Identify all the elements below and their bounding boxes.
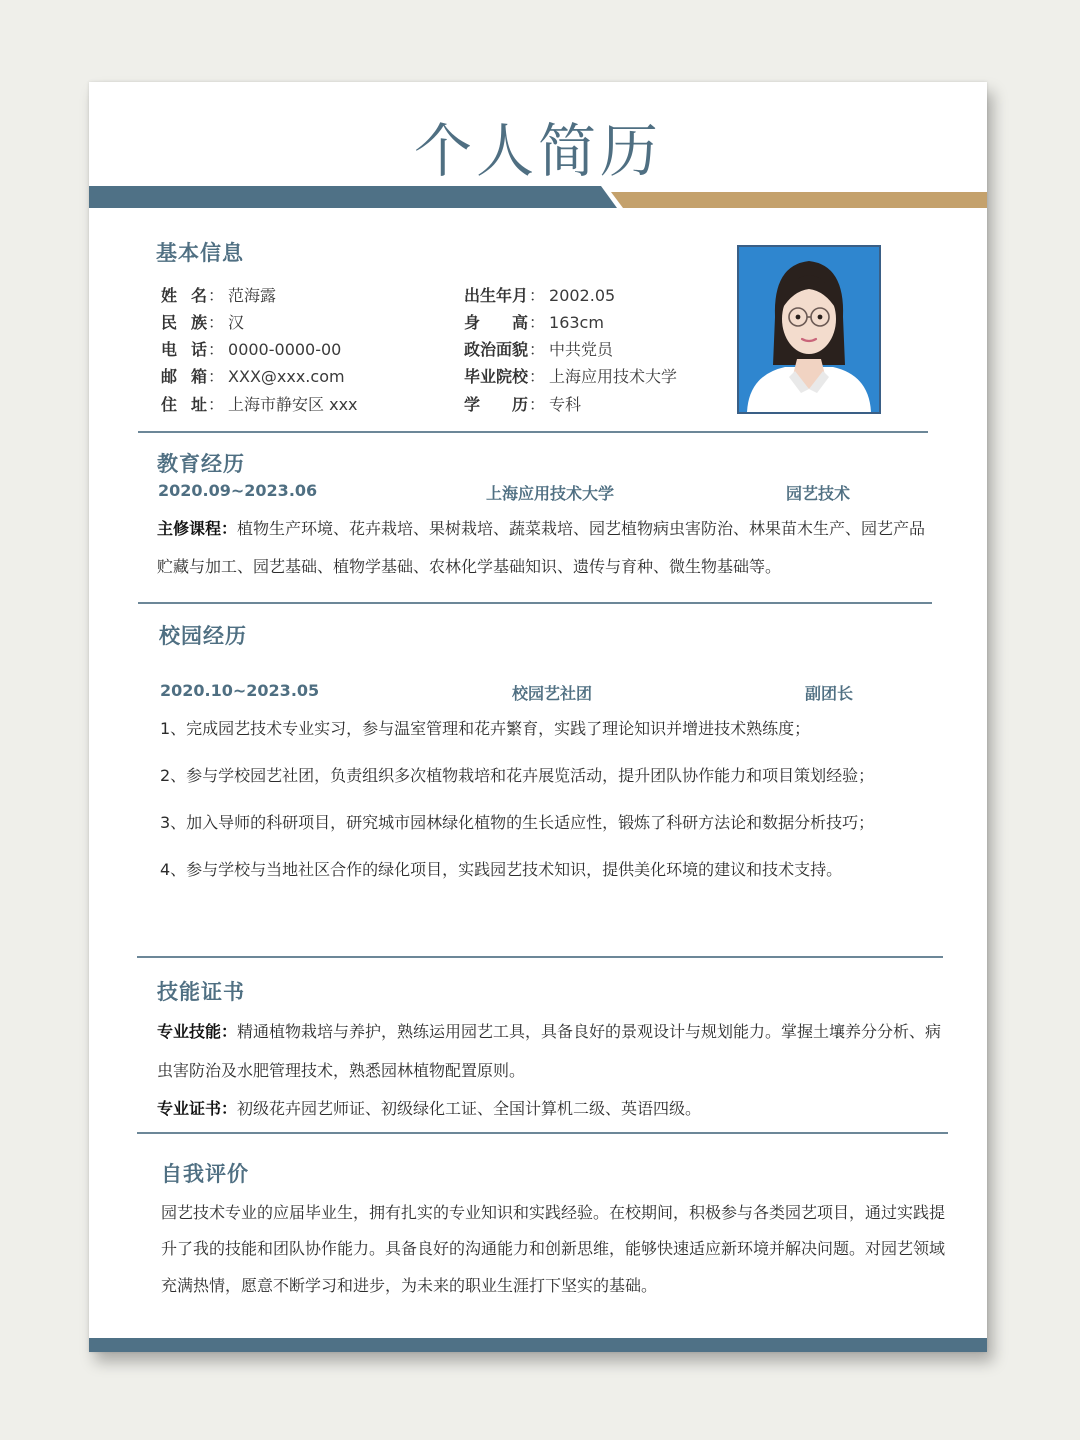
self-eval-line: 园艺技术专业的应届毕业生，拥有扎实的专业知识和实践经验。在校期间，积极参与各类园艺项目，通过实践提	[161, 1203, 946, 1222]
info-label: 电话	[161, 340, 207, 359]
campus-period: 2020.10~2023.05	[160, 681, 320, 700]
skills-line2: 虫害防治及水肥管理技术，熟悉园林植物配置原则。	[157, 1061, 526, 1080]
section-title-skills: 技能证书	[157, 980, 245, 1004]
footer-band	[89, 1338, 987, 1352]
info-value: 范海露	[228, 286, 277, 305]
info-colon: ：	[529, 340, 546, 359]
cert-text: 初级花卉园艺师证、初级绿化工证、全国计算机二级、英语四级。	[237, 1099, 702, 1118]
info-value: 汉	[228, 313, 245, 332]
skills-text: 精通植物栽培与养护，熟练运用园艺工具，具备良好的景观设计与规划能力。掌握土壤养分分析、病	[237, 1022, 942, 1041]
info-label: 毕业院校	[464, 367, 529, 386]
section-divider	[138, 602, 932, 604]
section-title-campus: 校园经历	[159, 624, 247, 648]
info-label: 民族	[161, 313, 207, 332]
profile-photo	[737, 245, 881, 414]
resume-page	[89, 82, 987, 1352]
info-row-address	[161, 392, 358, 415]
courses-label: 主修课程：	[157, 519, 238, 538]
info-colon: ：	[208, 395, 225, 414]
info-row-email	[161, 364, 345, 387]
resume-title: 个人简历	[413, 117, 662, 185]
campus-org: 校园艺社团	[512, 684, 593, 703]
section-divider	[137, 1132, 948, 1134]
info-value: 专科	[549, 395, 582, 414]
self-eval-line: 充满热情，愿意不断学习和进步，为未来的职业生涯打下坚实的基础。	[161, 1276, 658, 1295]
cert-label: 专业证书：	[157, 1099, 238, 1118]
section-divider	[137, 956, 943, 958]
header-band-blue	[89, 186, 617, 208]
info-colon: ：	[208, 286, 225, 305]
info-value: 0000-0000-00	[228, 340, 342, 359]
info-label: 住址	[161, 395, 207, 414]
section-title-education: 教育经历	[157, 452, 245, 476]
info-colon: ：	[208, 340, 225, 359]
info-colon: ：	[529, 395, 546, 414]
info-row-height	[464, 310, 604, 333]
info-label: 姓名	[161, 286, 207, 305]
education-period: 2020.09~2023.06	[158, 481, 318, 500]
info-value: 上海市静安区 xxx	[228, 395, 358, 414]
portrait-illustration	[739, 247, 879, 412]
info-colon: ：	[529, 286, 546, 305]
info-row-political	[464, 337, 613, 360]
info-colon: ：	[529, 367, 546, 386]
courses-text: 植物生产环境、花卉栽培、果树栽培、蔬菜栽培、园艺植物病虫害防治、林果苗木生产、园艺产品	[237, 519, 926, 538]
section-divider	[138, 431, 928, 433]
campus-item: 4、参与学校与当地社区合作的绿化项目，实践园艺技术知识，提供美化环境的建议和技术支持。	[160, 860, 843, 879]
info-value: 上海应用技术大学	[549, 367, 678, 386]
skills-label: 专业技能：	[157, 1022, 238, 1041]
info-colon: ：	[529, 313, 546, 332]
info-row-name	[161, 283, 276, 306]
campus-item: 1、完成园艺技术专业实习，参与温室管理和花卉繁育，实践了理论知识并增进技术熟练度；	[160, 719, 811, 738]
info-row-ethnicity	[161, 310, 244, 333]
info-value: 163cm	[549, 313, 604, 332]
info-label: 学历	[464, 395, 528, 414]
cert-line	[157, 1096, 701, 1119]
info-label: 邮箱	[161, 367, 207, 386]
skills-line1	[157, 1019, 941, 1042]
info-row-degree	[464, 392, 581, 415]
info-row-birth	[464, 283, 615, 306]
campus-item: 2、参与学校园艺社团，负责组织多次植物栽培和花卉展览活动，提升团队协作能力和项目策划经验；	[160, 766, 875, 785]
education-courses-line1	[157, 516, 925, 539]
section-title-basic: 基本信息	[156, 241, 244, 265]
info-label: 身高	[464, 313, 528, 332]
education-courses-line2: 贮藏与加工、园艺基础、植物学基础、农林化学基础知识、遗传与育种、微生物基础等。	[157, 557, 782, 576]
info-label: 出生年月	[464, 286, 529, 305]
info-colon: ：	[208, 367, 225, 386]
info-label: 政治面貌	[464, 340, 529, 359]
info-row-phone	[161, 337, 341, 360]
campus-item: 3、加入导师的科研项目，研究城市园林绿化植物的生长适应性，锻炼了科研方法论和数据分析技巧；	[160, 813, 875, 832]
self-eval-line: 升了我的技能和团队协作能力。具备良好的沟通能力和创新思维，能够快速适应新环境并解决问题。对园艺领域	[161, 1239, 946, 1258]
info-value: 2002.05	[549, 286, 616, 305]
campus-role: 副团长	[805, 684, 854, 703]
info-value: XXX@xxx.com	[228, 367, 345, 386]
info-row-school	[464, 364, 677, 387]
education-school: 上海应用技术大学	[486, 484, 615, 503]
info-colon: ：	[208, 313, 225, 332]
info-value: 中共党员	[549, 340, 614, 359]
header-band-gold	[611, 192, 987, 208]
education-major: 园艺技术	[786, 484, 851, 503]
section-title-self-eval: 自我评价	[161, 1162, 249, 1186]
